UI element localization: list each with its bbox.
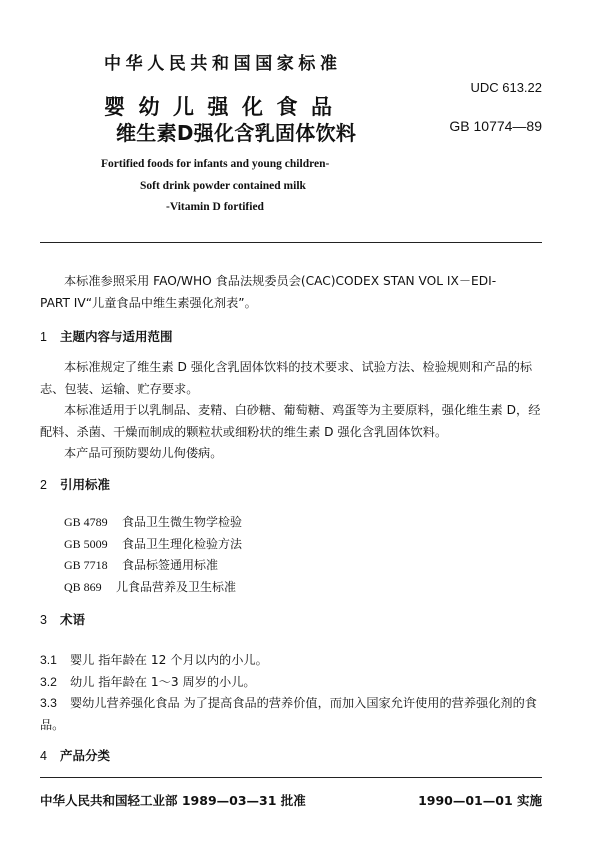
reference-title: 儿食品营养及卫生标准 (116, 579, 237, 594)
reference-title: 食品卫生微生物学检验 (122, 515, 243, 529)
reference-code: GB 5009 (64, 536, 108, 551)
term-item (40, 693, 542, 736)
section-title: 主题内容与适用范围 (60, 329, 173, 344)
national-standard-label: 中华人民共和国国家标准 (104, 54, 342, 74)
reference-item (64, 534, 242, 556)
approval-statement: 中华人民共和国轻工业部 1989—03—31 批准 (40, 793, 306, 808)
intro-paragraph (40, 271, 542, 314)
intro-line-1: 本标准参照采用 FAO/WHO 食品法规委员会(CAC)CODEX STAN VOL IX－EDI- (64, 274, 497, 288)
section-4-heading (40, 746, 110, 764)
header-divider (40, 242, 542, 243)
term-text: 婴幼儿营养强化食品 为了提高食品的营养价值，而加入国家允许使用的营养强化剂的食品。 (40, 696, 537, 732)
section-number: 2 (40, 478, 47, 492)
term-text: 幼儿 指年龄在 1～3 周岁的小儿。 (70, 674, 256, 689)
english-title-line-2: Soft drink powder contained milk (140, 180, 306, 192)
term-number: 3.3 (40, 696, 57, 710)
english-title-line-3: -Vitamin D fortified (166, 201, 264, 213)
term-number: 3.2 (40, 674, 57, 689)
effective-date: 1990—01—01 实施 (418, 793, 542, 808)
reference-item (64, 512, 242, 534)
term-text: 婴儿 指年龄在 12 个月以内的小儿。 (70, 653, 268, 667)
reference-item (64, 555, 242, 577)
english-title-line-1: Fortified foods for infants and young children- (101, 158, 330, 170)
section-title: 引用标准 (60, 477, 111, 492)
footer-divider (40, 777, 542, 778)
reference-list (64, 512, 242, 598)
section-2-heading (40, 475, 110, 493)
section-number: 3 (40, 613, 47, 627)
paragraph: 本产品可预防婴幼儿佝偻病。 (64, 446, 223, 460)
paragraph: 本标准适用于以乳制品、麦精、白砂糖、葡萄糖、鸡蛋等为主要原料，强化维生素 D，经配料、杀菌、干燥而制成的颗粒状或细粉状的维生素 D 强化含乳固体饮料。 (40, 403, 541, 439)
term-number: 3.1 (40, 653, 57, 667)
term-item (40, 672, 542, 694)
section-1-body (40, 357, 542, 465)
paragraph: 本标准规定了维生素 D 强化含乳固体饮料的技术要求、试验方法、检验规则和产品的标志、包装、运输、贮存要求。 (40, 360, 533, 396)
reference-title: 食品标签通用标准 (122, 558, 219, 572)
section-number: 1 (40, 330, 47, 344)
term-item (40, 650, 542, 672)
reference-code: GB 4789 (64, 515, 108, 529)
section-1-heading (40, 327, 173, 345)
reference-item (64, 577, 242, 599)
section-3-heading (40, 610, 85, 628)
section-number: 4 (40, 749, 47, 763)
section-title: 术语 (60, 612, 86, 627)
udc-number: UDC 613.22 (470, 80, 542, 95)
title-line-1: 婴幼儿强化食品 (104, 95, 346, 119)
reference-code: QB 869 (64, 579, 102, 594)
intro-line-2: PART IV“儿童食品中维生素强化剂表”。 (40, 295, 257, 310)
section-title: 产品分类 (60, 748, 111, 763)
title-line-2: 维生素D强化含乳固体饮料 (116, 121, 357, 145)
standard-number: GB 10774—89 (449, 118, 542, 134)
reference-code: GB 7718 (64, 558, 108, 572)
term-list (40, 650, 542, 736)
reference-title: 食品卫生理化检验方法 (122, 536, 243, 551)
